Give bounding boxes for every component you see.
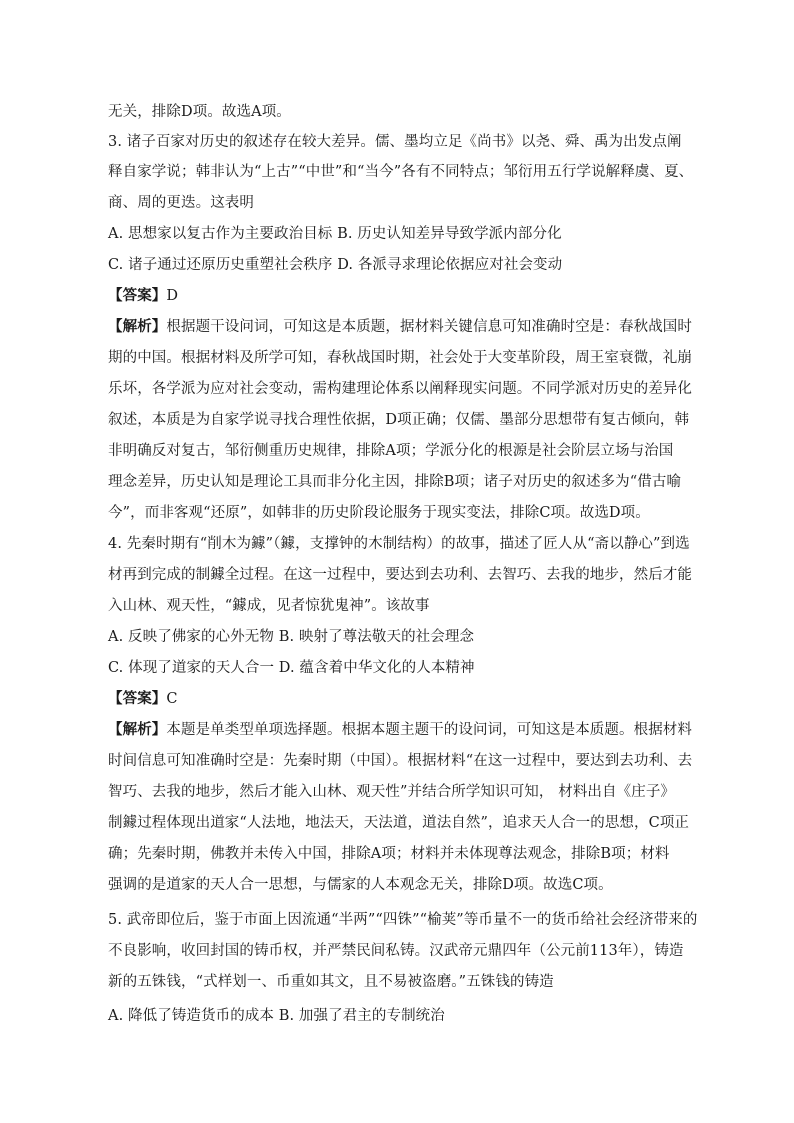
question-3-stem: 释自家学说；韩非认为“上古”“中世”和“当今”各有不同特点；邹衍用五行学说解释虞、夏、 xyxy=(108,164,694,180)
analysis-4-line: 确；先秦时期，佛教并未传入中国，排除A项；材料并未体现尊法观念，排除B项；材料 xyxy=(108,846,670,862)
analysis-3-line: 非明确反对复古，邹衍侧重历史规律，排除A项；学派分化的根源是社会阶层立场与治国 xyxy=(108,443,674,459)
question-4-stem: 材再到完成的制鐻全过程。在这一过程中，要达到去功利、去智巧、去我的地步，然后才能 xyxy=(108,567,692,583)
analysis-4-line: 制鐻过程体现出道家“人法地，地法天，天法道，道法自然”，追求天人合一的思想，C项正 xyxy=(108,815,690,831)
question-4-stem: 4. 先秦时期有“削木为鐻”（鐻，支撑钟的木制结构）的故事，描述了匠人从“斋以静心”到选 xyxy=(108,536,690,552)
analysis-text: 根据题干设问词，可知这是本质题，据材料关键信息可知准确时空是：春秋战国时 xyxy=(166,319,693,335)
analysis-3 xyxy=(108,317,692,337)
analysis-4-line: 时间信息可知准确时空是：先秦时期（中国）。根据材料“在这一过程中，要达到去功利、去 xyxy=(108,753,693,769)
analysis-label: 【解析】 xyxy=(108,318,167,335)
question-3-options-cd: C. 诸子通过还原历史重塑社会秩序 D. 各派寻求理论依据应对社会变动 xyxy=(108,257,563,273)
text-line: 无关，排除D项。故选A项。 xyxy=(108,104,291,120)
answer-4 xyxy=(108,689,178,709)
analysis-4-line: 智巧、去我的地步，然后才能入山林、观天性”并结合所学知识可知， 材料出自《庄子》 xyxy=(108,784,676,800)
analysis-3-line: 理念差异，历史认知是理论工具而非分化主因，排除B项；诸子对历史的叙述多为“借古喻 xyxy=(108,474,682,490)
answer-value: D xyxy=(166,288,179,304)
question-5-stem: 5. 武帝即位后，鉴于市面上因流通“半两”“四铢”“榆荚”等币量不一的货币给社会经济带来的 xyxy=(108,912,698,928)
answer-value: C xyxy=(166,691,178,707)
question-5-stem: 不良影响，收回封国的铸币权，并严禁民间私铸。汉武帝元鼎四年（公元前113年），铸造 xyxy=(108,943,684,959)
analysis-3-line: 叙述，本质是为自家学说寻找合理性依据，D项正确；仅儒、墨部分思想带有复古倾向，韩 xyxy=(108,412,690,428)
analysis-label: 【解析】 xyxy=(108,721,167,738)
question-5-stem: 新的五铢钱，“式样划一、币重如其文，且不易被盗磨。”五铢钱的铸造 xyxy=(108,974,554,990)
question-4-stem: 入山林、观天性，“鐻成，见者惊犹鬼神”。该故事 xyxy=(108,598,430,614)
question-4-options-ab: A. 反映了佛家的心外无物 B. 映射了尊法敬天的社会理念 xyxy=(108,629,475,645)
analysis-4 xyxy=(108,720,692,740)
analysis-4-line: 强调的是道家的天人合一思想，与儒家的人本观念无关，排除D项。故选C项。 xyxy=(108,877,613,893)
answer-label: 【答案】 xyxy=(108,287,167,304)
answer-3 xyxy=(108,286,178,306)
analysis-3-line: 乐坏，各学派为应对社会变动，需构建理论体系以阐释现实问题。不同学派对历史的差异化 xyxy=(108,381,692,397)
analysis-text: 本题是单类型单项选择题。根据本题主题干的设问词，可知这是本质题。根据材料 xyxy=(166,722,693,738)
question-4-options-cd: C. 体现了道家的天人合一 D. 蕴含着中华文化的人本精神 xyxy=(108,660,475,676)
question-3-stem: 3. 诸子百家对历史的叙述存在较大差异。儒、墨均立足《尚书》以尧、舜、禹为出发点阐 xyxy=(108,134,682,150)
question-3-stem: 商、周的更迭。这表明 xyxy=(108,195,254,211)
question-3-options-ab: A. 思想家以复古作为主要政治目标 B. 历史认知差异导致学派内部分化 xyxy=(108,226,562,242)
question-5-options-ab: A. 降低了铸造货币的成本 B. 加强了君主的专制统治 xyxy=(108,1008,445,1024)
answer-label: 【答案】 xyxy=(108,690,167,707)
analysis-3-line: 今”，而非客观“还原”，如韩非的历史阶段论服务于现实变法，排除C项。故选D项。 xyxy=(108,505,650,521)
analysis-3-line: 期的中国。根据材料及所学可知，春秋战国时期，社会处于大变革阶段，周王室衰微，礼崩 xyxy=(108,350,692,366)
